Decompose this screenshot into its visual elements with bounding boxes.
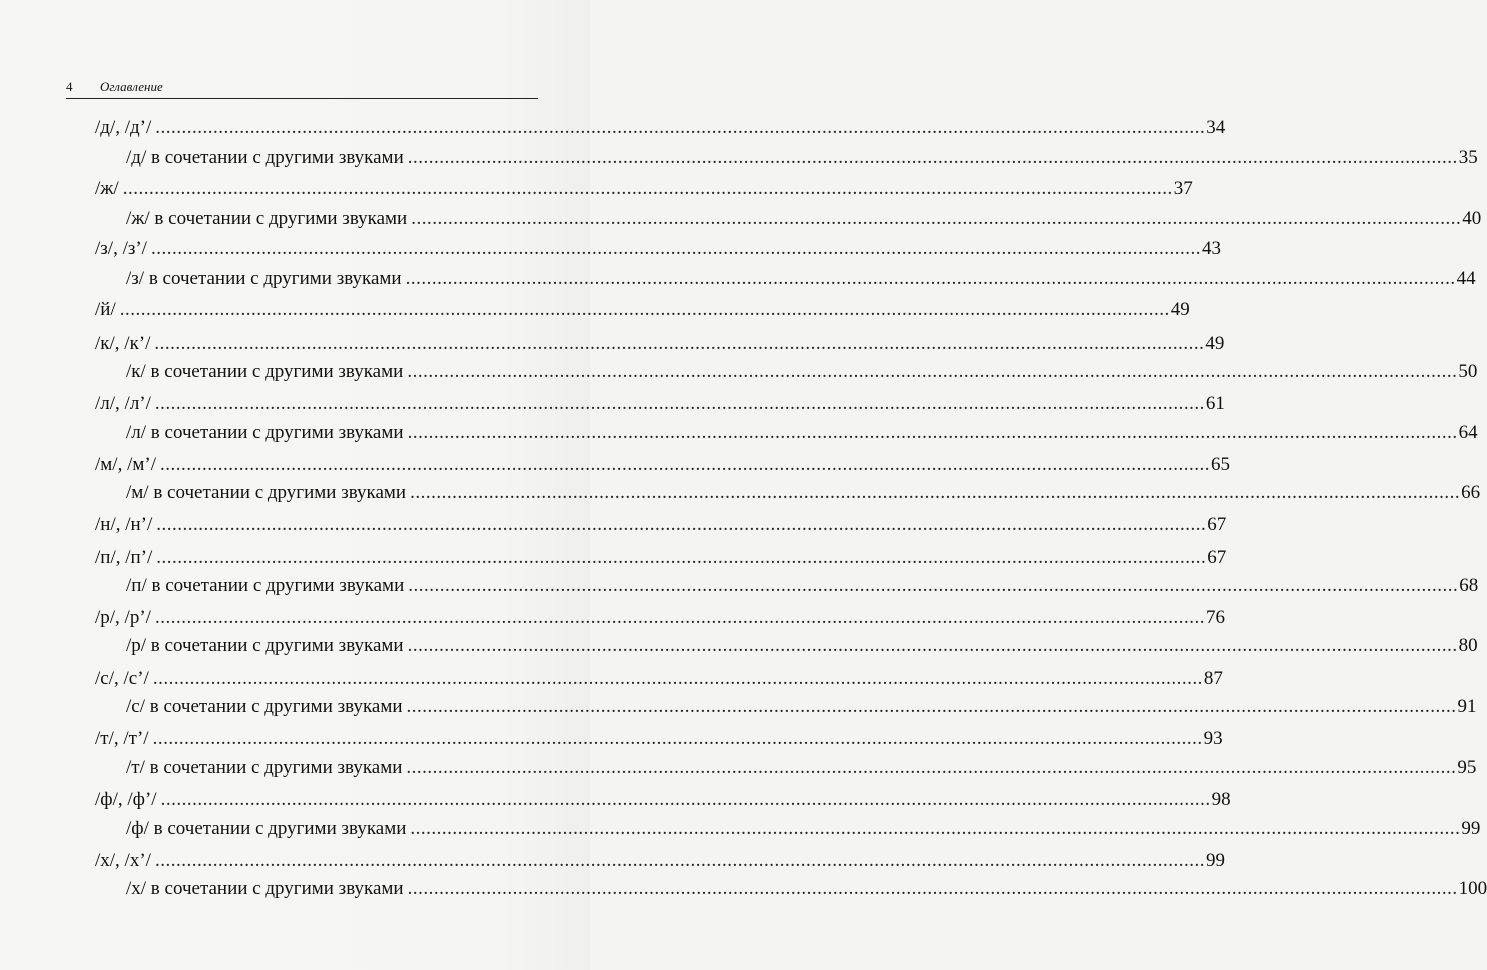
dot-leader: ........................................................................................................................................................................................................ (407, 361, 1458, 382)
toc-entry-label: /з/ в сочетании с другими звуками (126, 268, 402, 289)
toc-entry[interactable] (95, 546, 1227, 570)
toc-entry[interactable] (95, 298, 1190, 322)
dot-leader: ........................................................................................................................................................................................................ (406, 757, 1457, 778)
toc-entry-page: 93 (1203, 728, 1223, 749)
toc-subentry[interactable] (126, 207, 1482, 231)
toc-entry-page: 35 (1458, 147, 1478, 168)
toc-entry-page: 50 (1458, 361, 1478, 382)
toc-subentry[interactable] (126, 267, 1476, 291)
toc-entry-page: 99 (1205, 850, 1225, 871)
toc-subentry[interactable] (126, 695, 1477, 719)
toc-entry-label: /м/, /м’/ (95, 454, 156, 475)
dot-leader: ........................................................................................................................................................................................................ (154, 850, 1205, 871)
toc-entry-page: 61 (1205, 393, 1225, 414)
toc-entry[interactable] (95, 606, 1225, 630)
dot-leader: ........................................................................................................................................................................................................ (160, 789, 1211, 810)
toc-subentry[interactable] (126, 481, 1481, 505)
dot-leader: ........................................................................................................................................................................................................ (407, 878, 1458, 899)
toc-entry[interactable] (95, 667, 1223, 691)
toc-entry-label: /ж/ (95, 178, 119, 199)
toc-entry-label: /ж/ в сочетании с другими звуками (126, 208, 408, 229)
toc-entry-page: 44 (1456, 268, 1476, 289)
dot-leader: ........................................................................................................................................................................................................ (122, 178, 1173, 199)
toc-subentry[interactable] (126, 574, 1479, 598)
dot-leader: ........................................................................................................................................................................................................ (152, 728, 1203, 749)
dot-leader: ........................................................................................................................................................................................................ (408, 575, 1459, 596)
dot-leader: ........................................................................................................................................................................................................ (152, 668, 1203, 689)
dot-leader: ........................................................................................................................................................................................................ (156, 547, 1207, 568)
toc-entry-label: /л/ в сочетании с другими звуками (126, 422, 404, 443)
toc-entry-page: 95 (1457, 757, 1477, 778)
toc-entry[interactable] (95, 237, 1221, 261)
dot-leader: ........................................................................................................................................................................................................ (154, 393, 1205, 414)
toc-entry-label: /т/ в сочетании с другими звуками (126, 757, 403, 778)
toc-entry-label: /с/ в сочетании с другими звуками (126, 696, 403, 717)
toc-entry[interactable] (95, 453, 1230, 477)
toc-entry[interactable] (95, 788, 1231, 812)
toc-subentry[interactable] (126, 756, 1477, 780)
toc-entry-page: 100 (1458, 878, 1487, 899)
toc-entry-label: /л/, /л’/ (95, 393, 151, 414)
toc-subentry[interactable] (126, 817, 1481, 841)
toc-entry[interactable] (95, 392, 1225, 416)
toc-entry-page: 65 (1211, 454, 1230, 475)
dot-leader: ........................................................................................................................................................................................................ (150, 238, 1201, 259)
running-header-title: Оглавление (100, 79, 163, 94)
toc-entry-label: /х/ в сочетании с другими звуками (126, 878, 404, 899)
toc-entry-page: 76 (1205, 607, 1225, 628)
dot-leader: ........................................................................................................................................................................................................ (407, 147, 1458, 168)
toc-entry-page: 91 (1457, 696, 1477, 717)
toc-entry-label: /р/, /р’/ (95, 607, 151, 628)
toc-entry-page: 67 (1207, 547, 1227, 568)
toc-entry-page: 98 (1211, 789, 1231, 810)
toc-entry-page: 80 (1458, 635, 1478, 656)
toc-entry[interactable] (95, 332, 1225, 356)
toc-entry-page: 99 (1461, 818, 1481, 839)
toc-subentry[interactable] (126, 146, 1478, 170)
toc-entry[interactable] (95, 849, 1225, 873)
dot-leader: ........................................................................................................................................................................................................ (154, 333, 1205, 354)
dot-leader: ........................................................................................................................................................................................................ (407, 422, 1458, 443)
toc-entry-page: 66 (1461, 482, 1481, 503)
dot-leader: ........................................................................................................................................................................................................ (411, 208, 1462, 229)
page-number: 4 (66, 79, 73, 94)
toc-entry-page: 34 (1206, 117, 1226, 138)
toc-entry-page: 49 (1205, 333, 1225, 354)
toc-entry-page: 49 (1170, 299, 1190, 320)
dot-leader: ........................................................................................................................................................................................................ (155, 117, 1206, 138)
toc-entry-page: 68 (1459, 575, 1479, 596)
toc-entry-label: /р/ в сочетании с другими звуками (126, 635, 404, 656)
toc-entry-label: /к/ в сочетании с другими звуками (126, 361, 404, 382)
toc-subentry[interactable] (126, 634, 1478, 658)
toc-entry-page: 67 (1207, 514, 1227, 535)
toc-entry[interactable] (95, 116, 1226, 140)
dot-leader: ........................................................................................................................................................................................................ (406, 696, 1457, 717)
toc-entry-label: /н/, /н’/ (95, 514, 153, 535)
toc-entry-label: /ф/ в сочетании с другими звуками (126, 818, 407, 839)
dot-leader: ........................................................................................................................................................................................................ (119, 299, 1170, 320)
toc-entry-page: 87 (1203, 668, 1223, 689)
toc-entry-page: 40 (1462, 208, 1482, 229)
toc-entry-page: 64 (1458, 422, 1478, 443)
dot-leader: ........................................................................................................................................................................................................ (410, 818, 1461, 839)
dot-leader: ........................................................................................................................................................................................................ (410, 482, 1461, 503)
dot-leader: ........................................................................................................................................................................................................ (407, 635, 1458, 656)
toc-entry-label: /д/ в сочетании с другими звуками (126, 147, 404, 168)
toc-entry[interactable] (95, 513, 1227, 537)
toc-entry-label: /т/, /т’/ (95, 728, 149, 749)
toc-entry-page: 37 (1173, 178, 1193, 199)
dot-leader: ........................................................................................................................................................................................................ (160, 454, 1210, 475)
toc-entry-label: /ф/, /ф’/ (95, 789, 157, 810)
toc-entry-label: /к/, /к’/ (95, 333, 151, 354)
toc-entry-label: /з/, /з’/ (95, 238, 147, 259)
toc-subentry[interactable] (126, 360, 1478, 384)
toc-entry-label: /д/, /д’/ (95, 117, 152, 138)
toc-entry-label: /п/, /п’/ (95, 547, 153, 568)
dot-leader: ........................................................................................................................................................................................................ (405, 268, 1456, 289)
toc-entry-label: /х/, /х’/ (95, 850, 151, 871)
toc-entry-label: /й/ (95, 299, 116, 320)
toc-subentry[interactable] (126, 421, 1478, 445)
toc-entry[interactable] (95, 177, 1193, 201)
toc-entry[interactable] (95, 727, 1223, 751)
toc-entry-label: /п/ в сочетании с другими звуками (126, 575, 405, 596)
toc-entry-page: 43 (1201, 238, 1221, 259)
dot-leader: ........................................................................................................................................................................................................ (154, 607, 1205, 628)
toc-subentry[interactable] (126, 877, 1487, 901)
toc-entry-label: /м/ в сочетании с другими звуками (126, 482, 407, 503)
toc-entry-label: /с/, /с’/ (95, 668, 149, 689)
dot-leader: ........................................................................................................................................................................................................ (156, 514, 1207, 535)
